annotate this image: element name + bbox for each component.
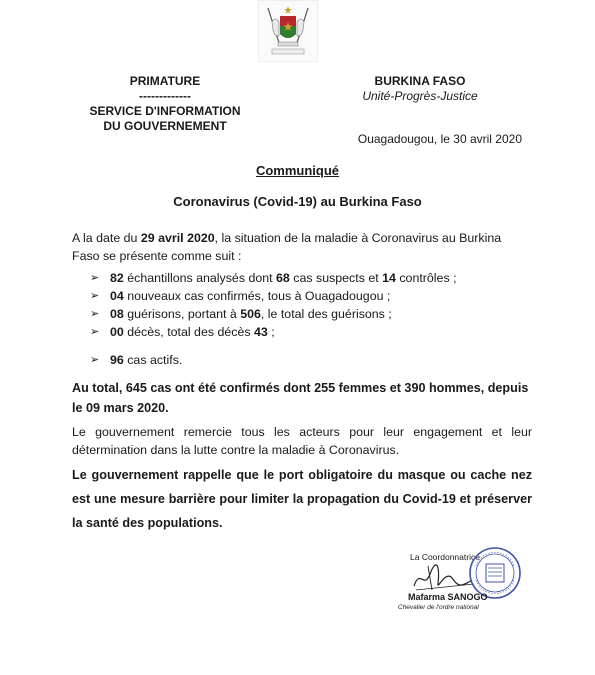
stat-value: 96 <box>110 353 124 367</box>
list-item <box>90 287 530 305</box>
arrow-bullet-icon: ➢ <box>90 290 100 302</box>
document-subtitle: Coronavirus (Covid-19) au Burkina Faso <box>173 194 422 209</box>
stat-value: 82 <box>110 271 124 285</box>
stat-text: , le total des guérisons ; <box>260 307 392 321</box>
issuer-line: PRIMATURE <box>129 74 201 88</box>
stat-text: ; <box>267 325 275 339</box>
issuer-line: DU GOUVERNEMENT <box>103 119 227 133</box>
list-item <box>90 305 530 323</box>
country-motto: Unité-Progrès-Justice <box>362 89 478 103</box>
stat-value: 68 <box>276 271 290 285</box>
stat-value: 14 <box>382 271 396 285</box>
arrow-bullet-icon: ➢ <box>90 326 100 338</box>
intro-date: 29 avril 2020 <box>140 231 215 245</box>
stat-text: cas actifs. <box>123 353 183 367</box>
country-block <box>340 74 500 104</box>
issuer-separator: ------------- <box>139 89 191 103</box>
statistics-list <box>90 269 530 369</box>
thanks-paragraph: Le gouvernement remercie tous les acteurs pour leur engagement et leur détermination dans la lutte contre la maladie à Coronavirus. <box>72 425 532 457</box>
date-line: Ouagadougou, le 30 avril 2020 <box>357 132 522 146</box>
country-name: BURKINA FASO <box>374 74 466 88</box>
stat-text: guérisons, portant à <box>123 307 241 321</box>
intro-text: A la date du <box>72 231 141 245</box>
list-item <box>90 269 530 287</box>
stat-text: contrôles ; <box>395 271 457 285</box>
issuer-block <box>60 74 270 134</box>
intro-text: , la situation de la maladie à Coronavirus au Burkina Faso se présente comme suit : <box>72 231 502 263</box>
mask-reminder-paragraph: Le gouvernement rappelle que le port obligatoire du masque ou cache nez est une mesure barrière pour limiter la propagation du Covid-19 et préserver la santé des populations. <box>72 468 532 530</box>
coat-of-arms-icon <box>258 0 318 62</box>
intro-paragraph <box>72 229 532 265</box>
stat-text: décès, total des décès <box>123 325 254 339</box>
list-item <box>90 351 530 369</box>
stat-text: nouveaux cas confirmés, tous à Ouagadougou ; <box>123 289 391 303</box>
stat-value: 506 <box>240 307 261 321</box>
stat-value: 00 <box>110 325 124 339</box>
stat-value: 43 <box>253 325 268 339</box>
stat-value: 04 <box>110 289 124 303</box>
arrow-bullet-icon: ➢ <box>90 272 100 284</box>
signatory-title: Chevalier de l'ordre national <box>398 604 479 611</box>
stat-text: cas suspects et <box>289 271 383 285</box>
arrow-bullet-icon: ➢ <box>90 308 100 320</box>
issuer-line: SERVICE D'INFORMATION <box>89 104 241 118</box>
arrow-bullet-icon: ➢ <box>90 354 100 366</box>
total-summary: Au total, 645 cas ont été confirmés dont 255 femmes et 390 hommes, depuis le 09 mars 2020. <box>72 381 529 415</box>
signatory-name: Mafarma SANOGO <box>408 592 488 602</box>
list-item <box>90 323 530 341</box>
stat-value: 08 <box>110 307 124 321</box>
signatory-role: La Coordonnatrice <box>410 552 480 562</box>
stat-text: échantillons analysés dont <box>123 271 277 285</box>
document-title: Communiqué <box>255 163 340 178</box>
